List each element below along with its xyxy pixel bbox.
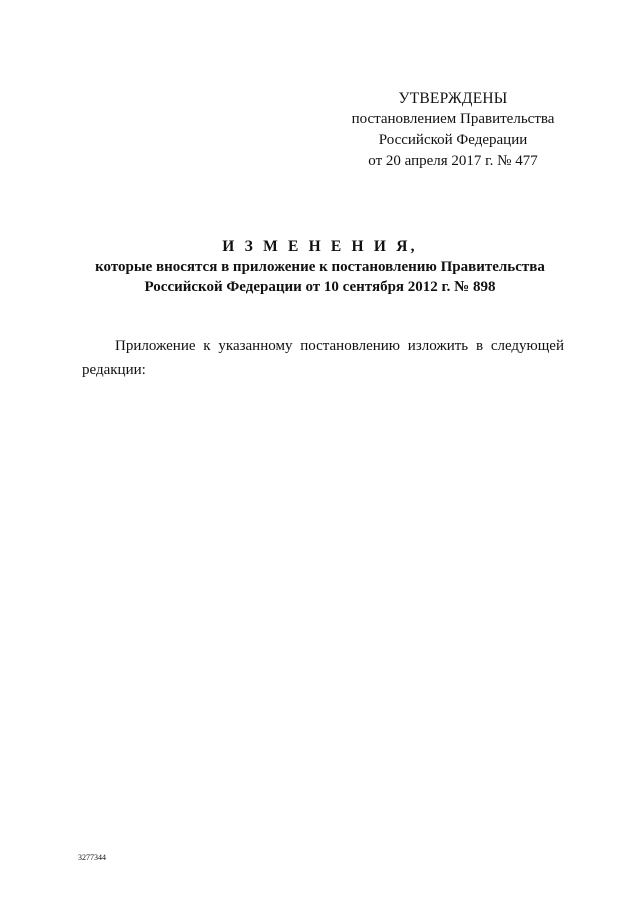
document-number: 3277344 [78,853,106,862]
approval-issuer: постановлением Правительства [351,111,555,127]
approval-government: Российской Федерации [378,132,528,148]
document-title [60,237,580,297]
title-heading: И З М Е Н Е Н И Я, [222,238,418,255]
approved-label: УТВЕРЖДЕНЫ [398,90,508,107]
approval-date-number: от 20 апреля 2017 г. № 477 [368,153,538,169]
title-subtitle-line1: которые вносятся в приложение к постановлению Правительства [95,259,545,275]
approval-stamp [333,88,573,172]
body-paragraph: Приложение к указанному постановлению изложить в следующей редакции: [82,338,564,378]
title-subtitle-line2: Российской Федерации от 10 сентября 2012 г. № 898 [144,279,496,295]
